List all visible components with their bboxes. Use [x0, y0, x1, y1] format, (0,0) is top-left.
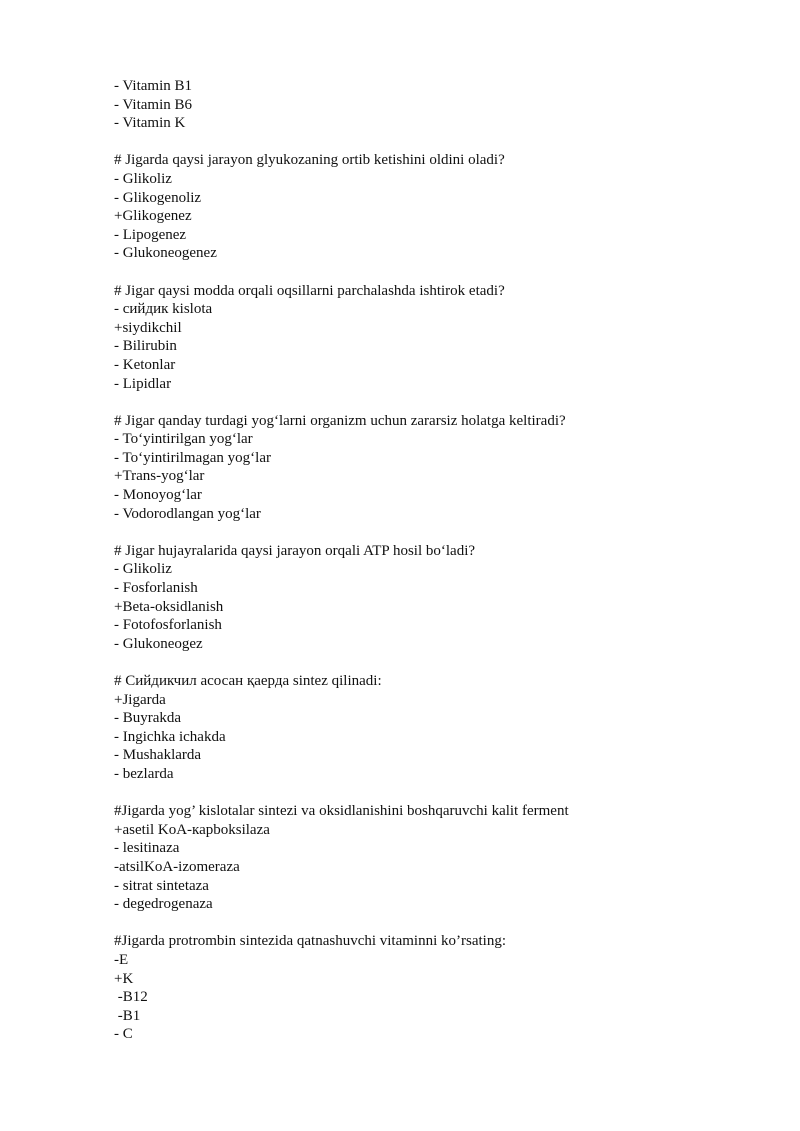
answer-option: - To‘yintirilmagan yog‘lar	[114, 449, 271, 466]
answer-option: - Vitamin B1	[114, 78, 192, 94]
answer-option: - Fosforlanish	[114, 580, 198, 597]
answer-option: +K	[114, 970, 134, 987]
question-block	[114, 672, 774, 784]
question-block	[114, 932, 774, 1044]
answer-option: -B1	[114, 1007, 141, 1024]
answer-option: - Glikoliz	[114, 170, 172, 187]
answer-option: - Fotofosforlanish	[114, 617, 222, 634]
question-text: # Jigarda qaysi jarayon glyukozaning ortib ketishini oldini oladi?	[114, 152, 505, 169]
answer-option: - To‘yintirilgan yog‘lar	[114, 431, 253, 448]
answer-option: - Glikogenoliz	[114, 189, 202, 206]
answer-option: - Monoyog‘lar	[114, 487, 202, 504]
answer-option: - сийдик kislota	[114, 301, 213, 318]
question-text: # Сийдикчил асосан қаерда sintez qilinadi:	[114, 673, 382, 689]
question-block	[114, 77, 774, 133]
answer-option: -B12	[114, 989, 148, 1006]
block-spacer	[114, 133, 774, 152]
answer-option: - Bilirubin	[114, 338, 177, 355]
question-text: #Jigarda yog’ kislotalar sintezi va oksidlanishini boshqaruvchi kalit ferment	[114, 803, 569, 820]
question-block	[114, 802, 774, 914]
answer-option: - Glikoliz	[114, 561, 172, 578]
question-block	[114, 151, 774, 263]
question-text: #Jigarda protrombin sintezida qatnashuvchi vitaminni ko’rsating:	[114, 933, 506, 950]
block-spacer	[114, 914, 774, 933]
answer-option: - Ingichka ichakda	[114, 728, 226, 745]
answer-option: - lesitinaza	[114, 840, 180, 857]
block-spacer	[114, 653, 774, 672]
answer-option: - Mushaklarda	[114, 747, 202, 764]
block-spacer	[114, 263, 774, 282]
answer-option: +Trans-yog‘lar	[114, 468, 205, 485]
question-text: # Jigar qaysi modda orqali oqsillarni parchalashda ishtirok etadi?	[114, 282, 505, 299]
block-spacer	[114, 523, 774, 542]
question-block	[114, 542, 774, 654]
block-spacer	[114, 393, 774, 412]
question-block	[114, 282, 774, 394]
answer-option: - bezlarda	[114, 765, 174, 782]
answer-option: - sitrat sintetaza	[114, 877, 209, 894]
question-text: # Jigar hujayralarida qaysi jarayon orqali ATP hosil bo‘ladi?	[114, 542, 476, 559]
answer-option: +asetil KoA-карboksilaza	[114, 821, 270, 838]
answer-option: - Vitamin B6	[114, 96, 192, 113]
answer-option: - Lipogenez	[114, 226, 187, 243]
block-spacer	[114, 784, 774, 803]
document-page	[114, 77, 774, 1044]
answer-option: - Glukoneogenez	[114, 245, 217, 262]
answer-option: +Glikogenez	[114, 208, 192, 225]
answer-option: -E	[114, 951, 129, 968]
answer-option: - degedrogenaza	[114, 896, 213, 913]
answer-option: +Jigarda	[114, 691, 166, 708]
question-block	[114, 412, 774, 524]
answer-option: -atsilKoA-izomeraza	[114, 858, 240, 875]
question-text: # Jigar qanday turdagi yog‘larni organizm uchun zararsiz holatga keltiradi?	[114, 412, 566, 429]
answer-option: - Buyrakda	[114, 710, 182, 727]
answer-option: - Vodorodlangan yog‘lar	[114, 505, 261, 522]
answer-option: - Vitamin K	[114, 115, 186, 132]
answer-option: - Lipidlar	[114, 375, 172, 392]
answer-option: +Beta-oksidlanish	[114, 598, 224, 615]
answer-option: +siydikchil	[114, 319, 182, 336]
answer-option: - Glukoneogez	[114, 635, 203, 652]
answer-option: - Ketonlar	[114, 356, 176, 373]
answer-option: - C	[114, 1026, 133, 1043]
